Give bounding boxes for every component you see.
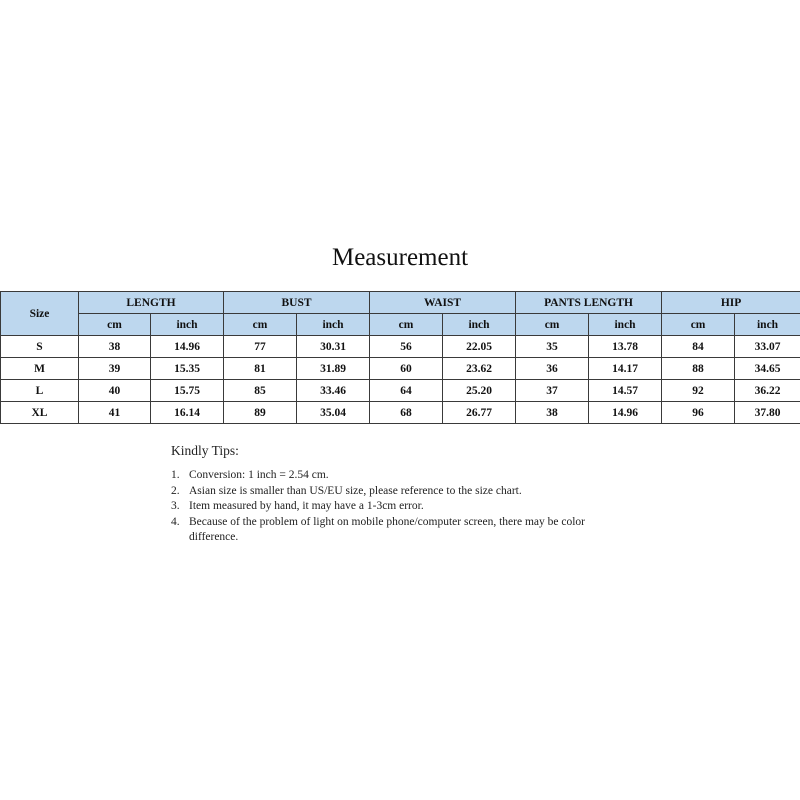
value-cell: 36	[516, 358, 589, 380]
value-cell: 88	[662, 358, 735, 380]
unit-header: inch	[735, 314, 800, 336]
value-cell: 30.31	[297, 336, 370, 358]
kindly-tips	[171, 442, 631, 546]
value-cell: 64	[370, 380, 443, 402]
tip-number: 3.	[171, 500, 180, 512]
tip-text: Because of the problem of light on mobile phone/computer screen, there may be color difference.	[189, 515, 585, 543]
value-cell: 37.80	[735, 402, 800, 424]
value-cell: 85	[224, 380, 297, 402]
value-cell: 35	[516, 336, 589, 358]
tip-text: Asian size is smaller than US/EU size, please reference to the size chart.	[189, 484, 522, 497]
value-cell: 23.62	[443, 358, 516, 380]
value-cell: 84	[662, 336, 735, 358]
page-title: Measurement	[331, 244, 469, 271]
value-cell: 15.35	[151, 358, 224, 380]
value-cell: 36.22	[735, 380, 800, 402]
value-cell: 13.78	[589, 336, 662, 358]
tip-text: Conversion: 1 inch = 2.54 cm.	[189, 469, 329, 481]
value-cell: 77	[224, 336, 297, 358]
table-row	[1, 380, 800, 402]
tips-heading: Kindly Tips:	[171, 443, 239, 458]
value-cell: 40	[79, 380, 151, 402]
group-header-bust: BUST	[224, 292, 370, 314]
value-cell: 39	[79, 358, 151, 380]
group-header-hip: HIP	[662, 292, 800, 314]
value-cell: 14.57	[589, 380, 662, 402]
unit-header: inch	[151, 314, 224, 336]
value-cell: 14.96	[589, 402, 662, 424]
value-cell: 16.14	[151, 402, 224, 424]
unit-header: cm	[370, 314, 443, 336]
size-cell: L	[1, 380, 79, 402]
group-header-waist: WAIST	[370, 292, 516, 314]
unit-header: cm	[79, 314, 151, 336]
value-cell: 15.75	[151, 380, 224, 402]
value-cell: 26.77	[443, 402, 516, 424]
tip-number: 2.	[171, 484, 180, 497]
value-cell: 33.07	[735, 336, 800, 358]
unit-header: inch	[443, 314, 516, 336]
value-cell: 68	[370, 402, 443, 424]
value-cell: 31.89	[297, 358, 370, 380]
value-cell: 38	[79, 336, 151, 358]
value-cell: 96	[662, 402, 735, 424]
value-cell: 14.17	[589, 358, 662, 380]
size-cell: XL	[1, 402, 79, 424]
table-row	[1, 358, 800, 380]
tips-list	[171, 468, 631, 546]
value-cell: 60	[370, 358, 443, 380]
value-cell: 33.46	[297, 380, 370, 402]
tip-number: 4.	[171, 515, 180, 528]
value-cell: 25.20	[443, 380, 516, 402]
list-item	[171, 484, 631, 500]
size-cell: M	[1, 358, 79, 380]
table-row	[1, 402, 800, 424]
value-cell: 56	[370, 336, 443, 358]
unit-header: cm	[224, 314, 297, 336]
size-header: Size	[1, 292, 79, 336]
unit-header: inch	[589, 314, 662, 336]
tip-number: 1.	[171, 469, 180, 481]
value-cell: 22.05	[443, 336, 516, 358]
value-cell: 37	[516, 380, 589, 402]
table-row	[1, 336, 800, 358]
value-cell: 92	[662, 380, 735, 402]
value-cell: 89	[224, 402, 297, 424]
size-chart-table	[0, 291, 800, 424]
table-header-units	[1, 314, 800, 336]
value-cell: 81	[224, 358, 297, 380]
value-cell: 41	[79, 402, 151, 424]
value-cell: 35.04	[297, 402, 370, 424]
unit-header: cm	[516, 314, 589, 336]
tip-text: Item measured by hand, it may have a 1-3cm error.	[189, 500, 424, 512]
unit-header: inch	[297, 314, 370, 336]
group-header-pants-length: PANTS LENGTH	[516, 292, 662, 314]
size-cell: S	[1, 336, 79, 358]
group-header-length: LENGTH	[79, 292, 224, 314]
list-item	[171, 515, 631, 546]
list-item	[171, 468, 631, 484]
value-cell: 14.96	[151, 336, 224, 358]
unit-header: cm	[662, 314, 735, 336]
table-header-groups	[1, 292, 800, 314]
value-cell: 38	[516, 402, 589, 424]
list-item	[171, 499, 631, 515]
value-cell: 34.65	[735, 358, 800, 380]
